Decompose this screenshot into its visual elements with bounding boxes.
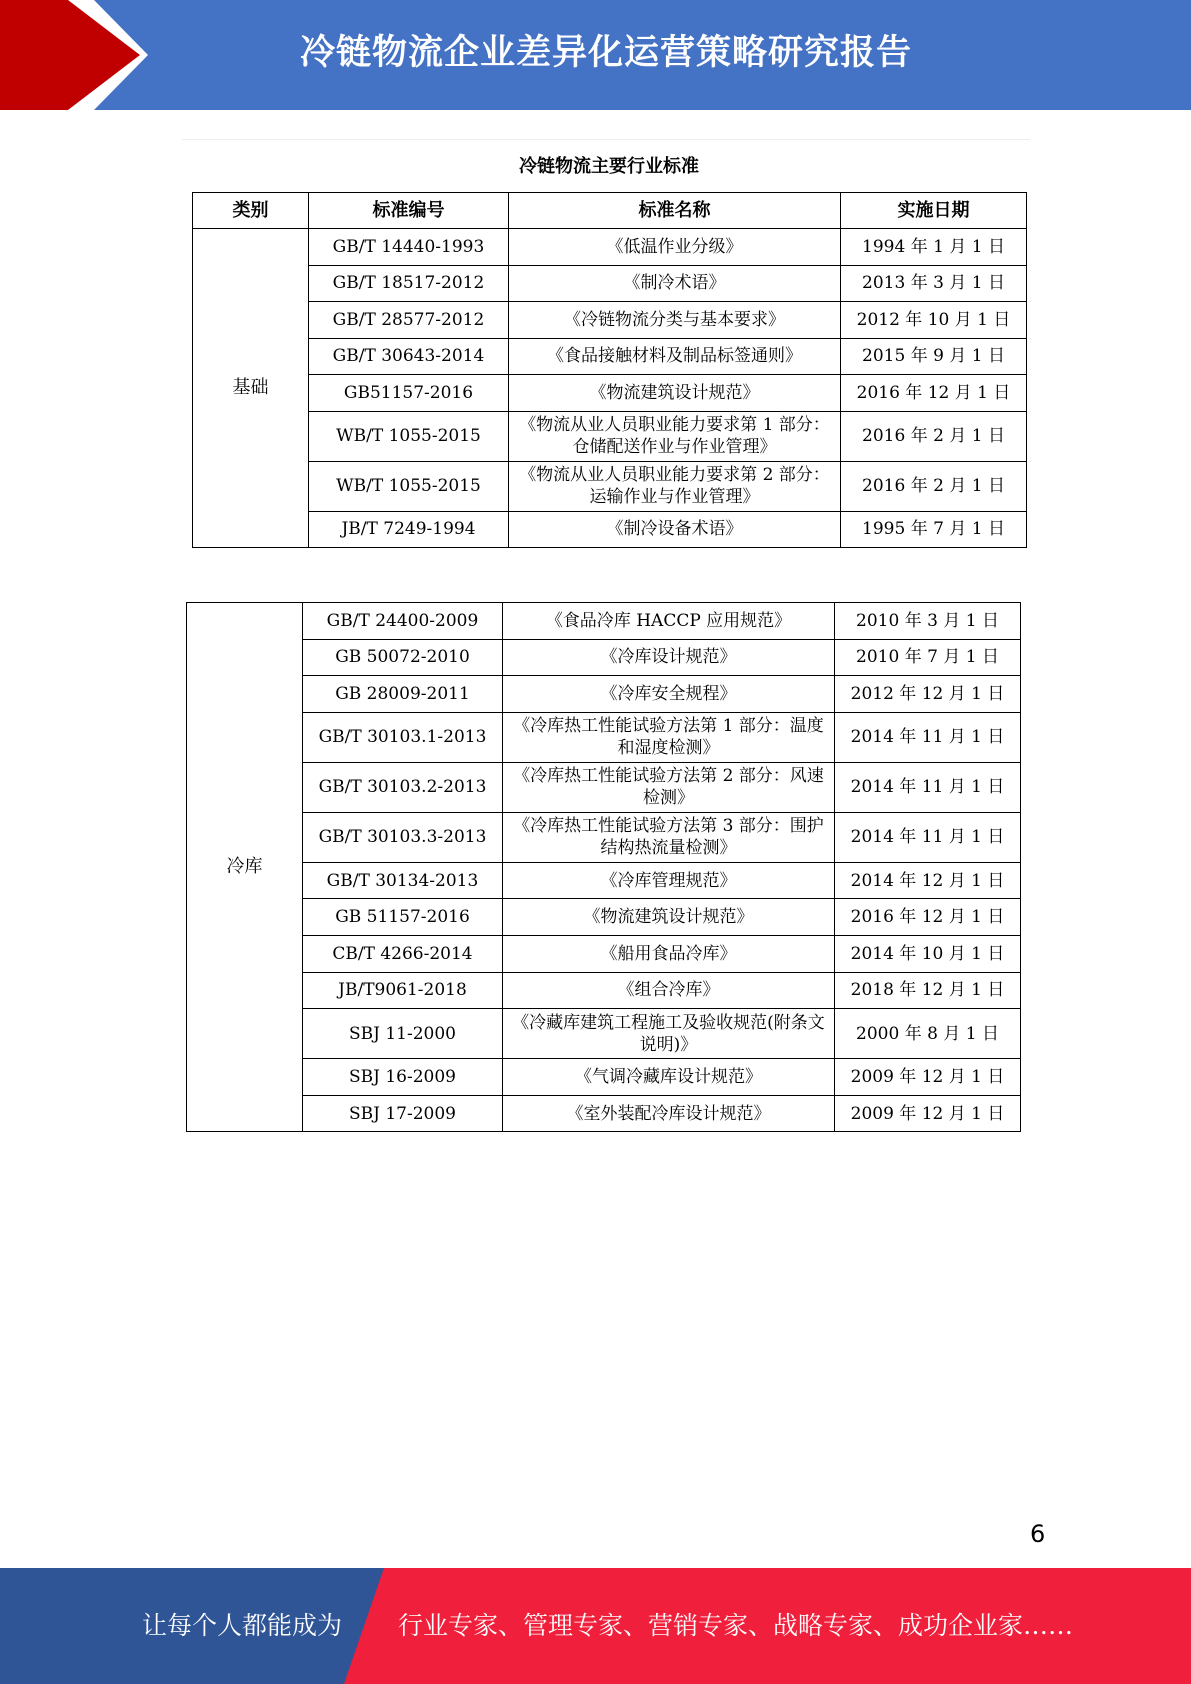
table-row <box>193 511 1027 548</box>
table-row <box>193 338 1027 375</box>
standard-code: CB/T 4266-2014 <box>303 935 503 972</box>
standard-name: 《室外装配冷库设计规范》 <box>503 1095 835 1132</box>
table-row <box>193 229 1027 266</box>
effective-date: 2014 年 11 月 1 日 <box>835 712 1021 762</box>
table-row <box>187 899 1021 936</box>
effective-date: 2016 年 2 月 1 日 <box>841 411 1027 461</box>
standard-name: 《制冷设备术语》 <box>509 511 841 548</box>
standard-code: JB/T9061-2018 <box>303 972 503 1009</box>
effective-date: 2009 年 12 月 1 日 <box>835 1059 1021 1096</box>
footer-slogan-right: 行业专家、管理专家、营销专家、战略专家、成功企业家…… <box>398 1611 1074 1640</box>
table-row <box>187 639 1021 676</box>
effective-date: 2012 年 10 月 1 日 <box>841 302 1027 339</box>
standard-code: GB51157-2016 <box>309 375 509 412</box>
report-title: 冷链物流企业差异化运营策略研究报告 <box>300 33 913 73</box>
footer-slogan-left: 让每个人都能成为 <box>142 1611 343 1640</box>
standards-table-part2 <box>186 602 1021 1132</box>
standard-code: GB/T 24400-2009 <box>303 603 503 640</box>
col-header-date: 实施日期 <box>841 193 1027 229</box>
standard-name: 《低温作业分级》 <box>509 229 841 266</box>
standard-code: GB/T 30103.1-2013 <box>303 712 503 762</box>
effective-date: 2009 年 12 月 1 日 <box>835 1095 1021 1132</box>
standard-code: GB/T 30134-2013 <box>303 862 503 899</box>
top-divider <box>182 139 1030 140</box>
standard-name: 《物流从业人员职业能力要求第 1 部分：仓储配送作业与作业管理》 <box>509 411 841 461</box>
standard-code: GB 50072-2010 <box>303 639 503 676</box>
category-cell-cold-storage: 冷库 <box>187 603 303 1132</box>
standard-name: 《组合冷库》 <box>503 972 835 1009</box>
standard-code: GB/T 30643-2014 <box>309 338 509 375</box>
standard-name: 《物流建筑设计规范》 <box>503 899 835 936</box>
col-header-code: 标准编号 <box>309 193 509 229</box>
effective-date: 2013 年 3 月 1 日 <box>841 265 1027 302</box>
effective-date: 2014 年 11 月 1 日 <box>835 812 1021 862</box>
table-row <box>187 812 1021 862</box>
standard-name: 《制冷术语》 <box>509 265 841 302</box>
table-header-row <box>193 193 1027 229</box>
effective-date: 1995 年 7 月 1 日 <box>841 511 1027 548</box>
col-header-name: 标准名称 <box>509 193 841 229</box>
standard-code: GB/T 30103.3-2013 <box>303 812 503 862</box>
standard-code: JB/T 7249-1994 <box>309 511 509 548</box>
standard-name: 《食品冷库 HACCP 应用规范》 <box>503 603 835 640</box>
table-row <box>187 603 1021 640</box>
effective-date: 2012 年 12 月 1 日 <box>835 676 1021 713</box>
standard-name: 《冷库管理规范》 <box>503 862 835 899</box>
standard-name: 《冷库热工性能试验方法第 2 部分：风速检测》 <box>503 762 835 812</box>
standard-name: 《气调冷藏库设计规范》 <box>503 1059 835 1096</box>
standard-name: 《物流建筑设计规范》 <box>509 375 841 412</box>
standard-code: WB/T 1055-2015 <box>309 461 509 511</box>
table-row <box>187 676 1021 713</box>
page-number: 6 <box>1030 1520 1046 1548</box>
standard-code: GB 51157-2016 <box>303 899 503 936</box>
standard-code: GB/T 18517-2012 <box>309 265 509 302</box>
effective-date: 2014 年 12 月 1 日 <box>835 862 1021 899</box>
standard-code: SBJ 11-2000 <box>303 1009 503 1059</box>
standard-name: 《冷藏库建筑工程施工及验收规范(附条文说明)》 <box>503 1009 835 1059</box>
standard-name: 《冷库安全规程》 <box>503 676 835 713</box>
standard-name: 《冷库热工性能试验方法第 3 部分：围护结构热流量检测》 <box>503 812 835 862</box>
effective-date: 1994 年 1 月 1 日 <box>841 229 1027 266</box>
effective-date: 2000 年 8 月 1 日 <box>835 1009 1021 1059</box>
effective-date: 2010 年 3 月 1 日 <box>835 603 1021 640</box>
table-row <box>187 762 1021 812</box>
standard-name: 《食品接触材料及制品标签通则》 <box>509 338 841 375</box>
effective-date: 2015 年 9 月 1 日 <box>841 338 1027 375</box>
standard-code: GB 28009-2011 <box>303 676 503 713</box>
effective-date: 2016 年 2 月 1 日 <box>841 461 1027 511</box>
effective-date: 2010 年 7 月 1 日 <box>835 639 1021 676</box>
standard-name: 《冷库设计规范》 <box>503 639 835 676</box>
table-row <box>193 461 1027 511</box>
table-row <box>187 972 1021 1009</box>
col-header-category: 类别 <box>193 193 309 229</box>
standard-code: SBJ 17-2009 <box>303 1095 503 1132</box>
effective-date: 2016 年 12 月 1 日 <box>841 375 1027 412</box>
table-row <box>193 375 1027 412</box>
standard-code: SBJ 16-2009 <box>303 1059 503 1096</box>
standard-name: 《冷库热工性能试验方法第 1 部分：温度和湿度检测》 <box>503 712 835 762</box>
standard-name: 《船用食品冷库》 <box>503 935 835 972</box>
effective-date: 2014 年 10 月 1 日 <box>835 935 1021 972</box>
standard-code: GB/T 30103.2-2013 <box>303 762 503 812</box>
table-row <box>187 862 1021 899</box>
standards-table-part1 <box>192 192 1027 548</box>
table-row <box>187 712 1021 762</box>
standard-name: 《物流从业人员职业能力要求第 2 部分：运输作业与作业管理》 <box>509 461 841 511</box>
table-row <box>193 265 1027 302</box>
page-header <box>0 0 1191 110</box>
effective-date: 2014 年 11 月 1 日 <box>835 762 1021 812</box>
effective-date: 2018 年 12 月 1 日 <box>835 972 1021 1009</box>
effective-date: 2016 年 12 月 1 日 <box>835 899 1021 936</box>
table-row <box>187 1095 1021 1132</box>
standard-code: WB/T 1055-2015 <box>309 411 509 461</box>
table-row <box>187 935 1021 972</box>
page-footer <box>0 1568 1191 1684</box>
table-row <box>193 411 1027 461</box>
category-cell-basic: 基础 <box>193 229 309 548</box>
standard-code: GB/T 28577-2012 <box>309 302 509 339</box>
table-row <box>193 302 1027 339</box>
standard-code: GB/T 14440-1993 <box>309 229 509 266</box>
header-arrow-decoration <box>0 0 200 110</box>
table-row <box>187 1009 1021 1059</box>
standard-name: 《冷链物流分类与基本要求》 <box>509 302 841 339</box>
table-title: 冷链物流主要行业标准 <box>519 156 699 177</box>
table-row <box>187 1059 1021 1096</box>
